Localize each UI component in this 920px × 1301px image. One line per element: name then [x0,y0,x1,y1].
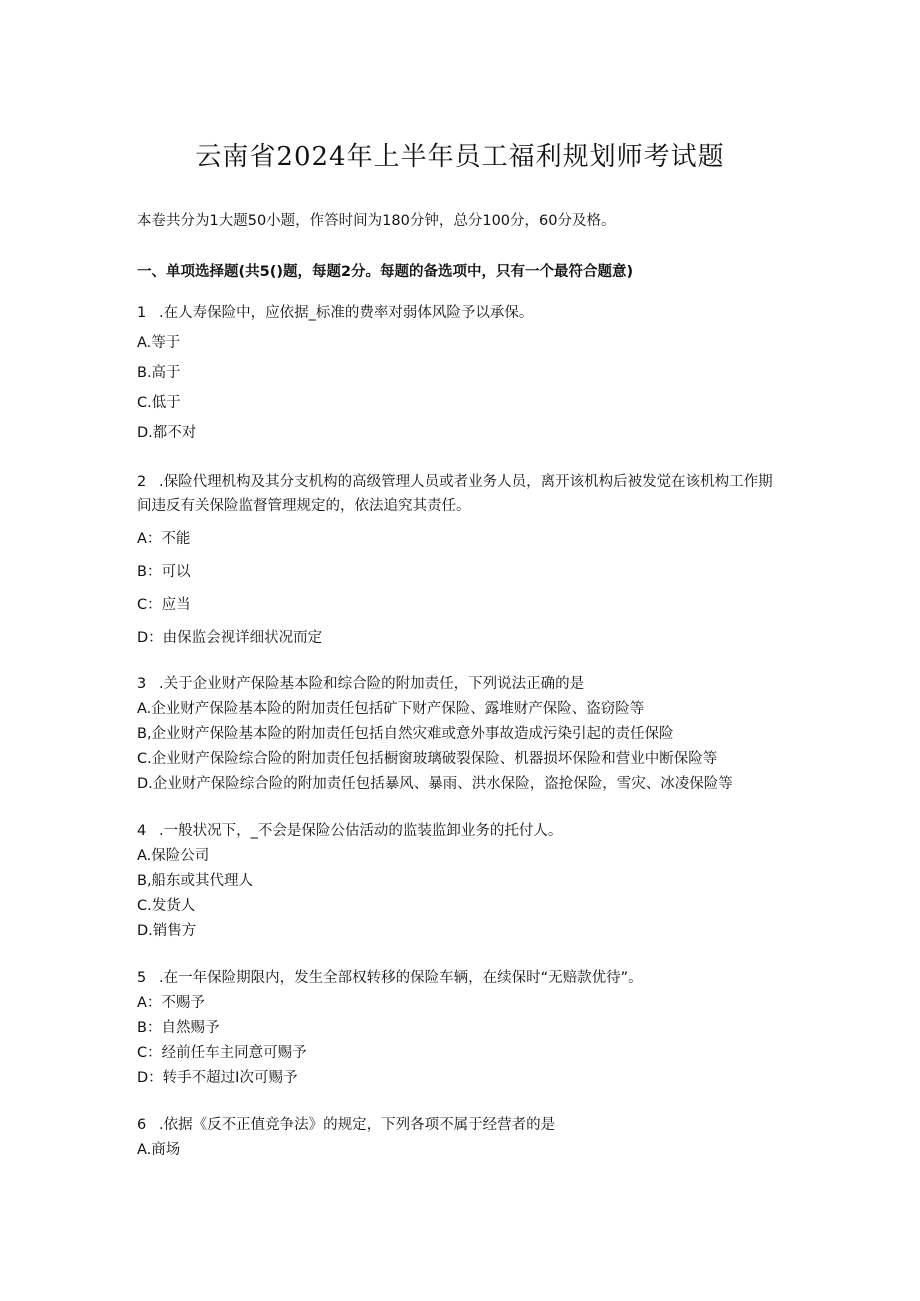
question-number: 4 [137,823,147,839]
option-d: D：由保监会视详细状况而定 [137,630,323,646]
question-stem [137,1113,787,1137]
question-5 [137,966,787,1090]
question-text: .保险代理机构及其分支机构的高级管理人员或者业务人员，离开该机构后被发觉在该机构工作期间违反有关保险监督管理规定的，依法追究其责任。 [137,474,773,514]
option-b: B.高于 [137,365,181,381]
question-number: 2 [137,474,147,490]
section-heading: 一、单项选择题(共5()题，每题2分。每题的备选项中，只有一个最符合题意) [137,264,634,280]
option-b: B,企业财产保险基本险的附加责任包括自然灾难或意外事故造成污染引起的责任保险 [137,726,674,742]
question-2 [137,470,787,650]
question-text: .一般状况下，_不会是保险公估活动的监装监卸业务的托付人。 [159,823,563,839]
question-number: 6 [137,1117,147,1133]
option-a: A：不赐予 [137,995,205,1011]
question-stem [137,966,787,990]
option-b: B：自然赐予 [137,1020,220,1036]
question-text: .依据《反不正值竞争法》的规定，下列各项不属于经营者的是 [159,1117,556,1133]
option-d: D：转手不超过I次可赐予 [137,1070,298,1086]
question-stem [137,672,787,696]
option-c: C.低于 [137,395,181,411]
question-number: 5 [137,970,147,986]
question-number: 3 [137,676,147,692]
option-c: C：应当 [137,597,191,613]
option-c: C.企业财产保险综合险的附加责任包括橱窗玻璃破裂保险、机器损坏保险和营业中断保险等 [137,751,718,767]
question-text: .在人寿保险中，应依据_标准的费率对弱体风险予以承保。 [159,305,534,321]
option-a: A.保险公司 [137,848,210,864]
option-a: A.企业财产保险基本险的附加责任包括矿下财产保险、露堆财产保险、盗窃险等 [137,701,645,717]
question-text: .关于企业财产保险基本险和综合险的附加责任，下列说法正确的是 [159,676,585,692]
question-6 [137,1113,787,1162]
question-number: 1 [137,305,147,321]
question-4 [137,819,787,943]
option-b: B：可以 [137,564,191,580]
option-c: C：经前任车主同意可赐予 [137,1045,307,1061]
option-d: D.销售方 [137,923,197,939]
document-title: 云南省2024年上半年员工福利规划师考试题 [195,142,725,172]
option-b: B,船东或其代理人 [137,873,254,889]
question-1 [137,301,787,445]
question-stem [137,301,787,325]
option-d: D.都不对 [137,425,197,441]
option-a: A.商场 [137,1142,181,1158]
question-3 [137,672,787,796]
option-d: D.企业财产保险综合险的附加责任包括暴风、暴雨、洪水保险，盗抢保险，雪灾、冰凌保险等 [137,776,733,792]
question-stem [137,470,787,518]
question-text: .在一年保险期限内，发生全部权转移的保险车辆，在续保时“无赔款优待”。 [159,970,643,986]
exam-intro: 本卷共分为1大题50小题，作答时间为180分钟，总分100分，60分及格。 [137,213,616,229]
option-a: A.等于 [137,335,181,351]
option-c: C.发货人 [137,898,196,914]
question-stem [137,819,787,843]
option-a: A：不能 [137,531,191,547]
